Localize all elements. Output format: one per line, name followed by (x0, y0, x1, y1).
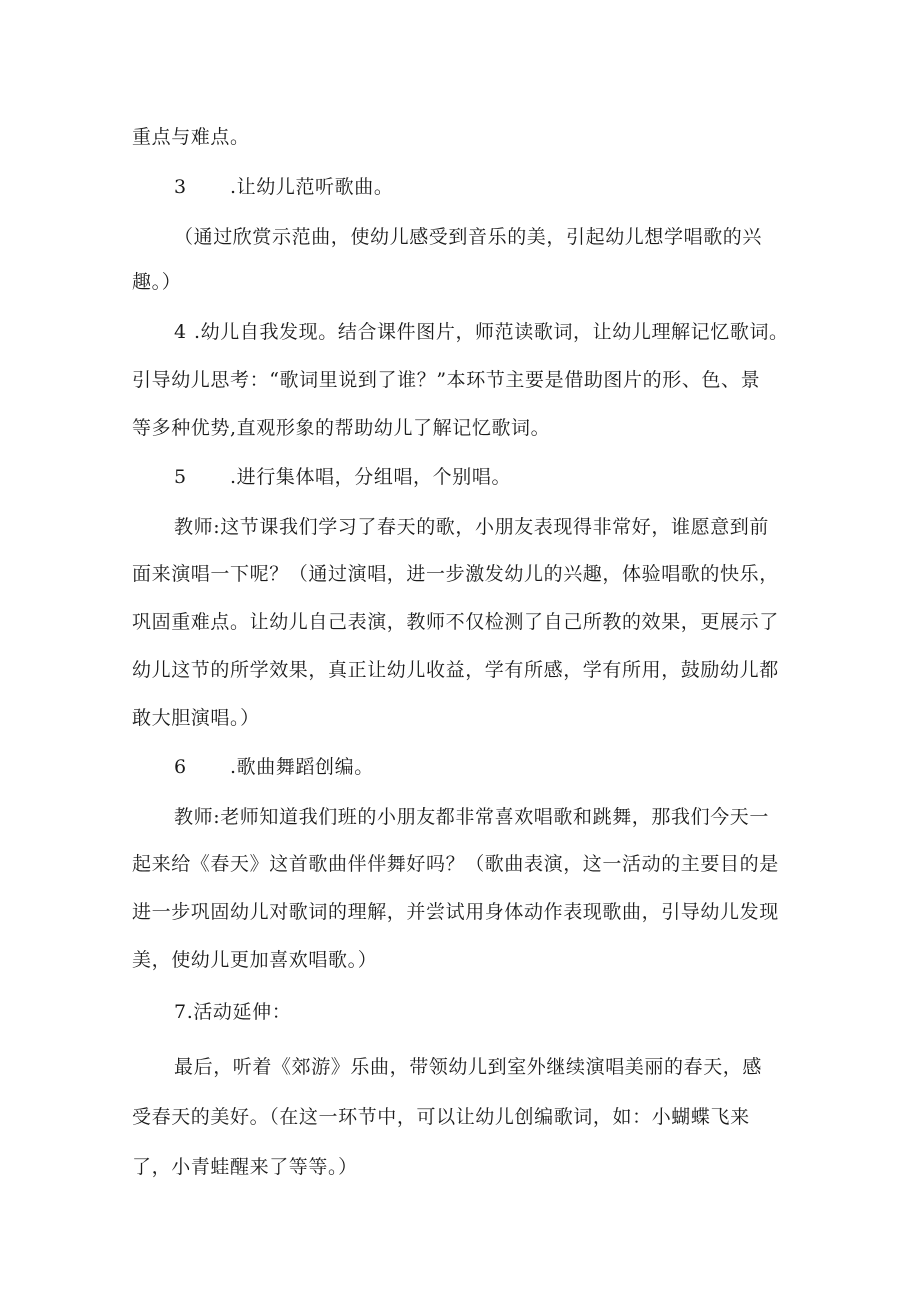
paragraph-line (132, 610, 779, 634)
line-text: 引导幼儿思考：“歌词里说到了谁？”本环节主要是借助图片的形、色、景 (132, 369, 761, 391)
paragraph-line (132, 706, 260, 730)
paragraph-line (132, 900, 779, 924)
list-text: .歌曲舞蹈创编。 (230, 756, 374, 778)
paragraph-line (132, 562, 779, 586)
line-text: 趣。） (132, 271, 182, 293)
paragraph-line (132, 270, 181, 294)
line-text: 敢大胆演唱。） (132, 707, 260, 729)
line-text: 受春天的美好。（在这一环节中，可以让幼儿创编歌词，如：小蝴蝶飞来 (132, 1106, 750, 1128)
list-number: 5 (174, 466, 187, 488)
list-item-7 (174, 1000, 291, 1024)
paragraph-line (174, 805, 769, 829)
line-text: 教师:老师知道我们班的小朋友都非常喜欢唱歌和跳舞，那我们今天一 (174, 806, 770, 828)
paragraph-line (132, 852, 779, 876)
list-number: 4 (174, 321, 187, 343)
line-text: 最后，听着《郊游》乐曲，带领幼儿到室外继续演唱美丽的春天，感 (174, 1056, 763, 1078)
paragraph-line (132, 658, 779, 682)
paragraph-line (174, 225, 762, 249)
paragraph-line (132, 368, 760, 392)
list-item-6 (174, 755, 374, 779)
paragraph-line (174, 515, 769, 539)
list-text: .让幼儿范听歌曲。 (230, 176, 394, 198)
paragraph-line (132, 416, 550, 440)
list-number: 6 (174, 756, 187, 778)
line-text: 等多种优势,直观形象的帮助幼儿了解记忆歌词。 (132, 417, 551, 439)
line-text: （通过欣赏示范曲，使幼儿感受到音乐的美，引起幼儿想学唱歌的兴 (174, 226, 763, 248)
line-text: 了，小青蛙醒来了等等。） (132, 1156, 358, 1178)
list-number: 3 (174, 176, 187, 198)
line-text: 起来给《春天》这首歌曲伴伴舞好吗？（歌曲表演，这一活动的主要目的是 (132, 853, 779, 875)
paragraph-line (132, 1155, 358, 1179)
line-text: 美，使幼儿更加喜欢唱歌。） (132, 949, 378, 971)
list-item-3 (174, 175, 393, 199)
list-text: 7.活动延伸： (174, 1001, 292, 1023)
list-text: .幼儿自我发现。结合课件图片，师范读歌词，让幼儿理解记忆歌词。 (194, 321, 789, 343)
list-item-4 (174, 320, 789, 344)
paragraph-line (132, 948, 377, 972)
line-text: 教师:这节课我们学习了春天的歌，小朋友表现得非常好，谁愿意到前 (174, 516, 770, 538)
line-text: 面来演唱一下呢？（通过演唱，进一步激发幼儿的兴趣，体验唱歌的快乐， (132, 563, 779, 585)
line-text: 幼儿这节的所学效果，真正让幼儿收益，学有所感，学有所用，鼓励幼儿都 (132, 659, 779, 681)
paragraph-line (174, 1055, 762, 1079)
list-text: .进行集体唱，分组唱，个别唱。 (230, 466, 512, 488)
line-text: 进一步巩固幼儿对歌词的理解，并尝试用身体动作表现歌曲，引导幼儿发现 (132, 901, 779, 923)
line-text: 重点与难点。 (132, 126, 250, 148)
list-item-5 (174, 465, 511, 489)
line-text: 巩固重难点。让幼儿自己表演，教师不仅检测了自己所教的效果，更展示了 (132, 611, 779, 633)
paragraph-line (132, 125, 250, 149)
paragraph-line (132, 1105, 750, 1129)
